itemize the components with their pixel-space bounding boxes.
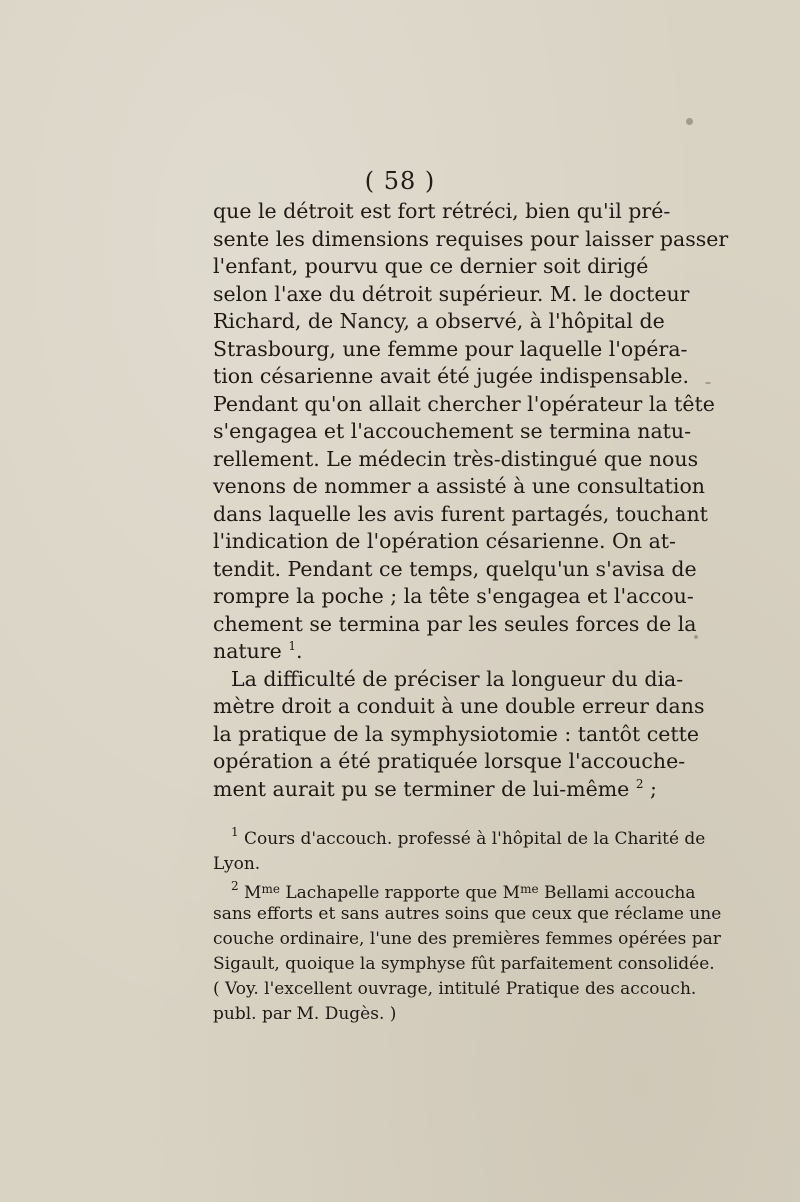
page-number: ( 58 )	[364, 167, 436, 195]
footnote-2	[213, 877, 722, 1027]
text-line: l'indication de l'opération césarienne. On at-	[213, 529, 676, 553]
text-fragment: Bellami accoucha	[543, 883, 696, 903]
footnote-marker: 1	[231, 825, 239, 839]
text-line: chement se termina par les seules forces de la	[213, 611, 697, 636]
footnote-line: Sigault, quoique la symphyse fût parfaitement consolidée.	[213, 954, 715, 974]
text-line: Pendant qu'on allait chercher l'opérateur la tête	[213, 391, 715, 416]
footnote-line: sans efforts et sans autres soins que ceux que réclame une	[213, 904, 722, 924]
text-line	[213, 638, 645, 666]
footnote-line: Lyon.	[213, 854, 261, 874]
title-abbrev-sup: me	[261, 882, 280, 896]
text-line	[213, 776, 657, 804]
footnote-marker: 2	[231, 879, 239, 893]
footnote-1	[213, 825, 706, 877]
text-fragment: Lachapelle rapporte que	[285, 883, 498, 903]
text-line: mètre droit a conduit à une double erreur dans	[213, 694, 705, 718]
text-fragment: ment aurait pu se terminer de lui-même	[213, 776, 630, 801]
text-line: s'engagea et l'accouchement se termina natu-	[213, 419, 692, 443]
footnote-line: couche ordinaire, l'une des premières femmes opérées par	[213, 929, 721, 949]
title-abbrev: M	[244, 883, 262, 903]
text-fragment: nature	[213, 639, 282, 663]
text-line: Richard, de Nancy, a observé, à l'hôpital de	[213, 309, 665, 333]
main-text	[213, 198, 729, 803]
text-line: la pratique de la symphysiotomie : tantôt cette	[213, 721, 700, 746]
text-line: Strasbourg, une femme pour laquelle l'opéra-	[213, 336, 688, 361]
text-line: rompre la poche ; la tête s'engagea et l'accou-	[213, 584, 694, 608]
footnote-line: ( Voy. l'excellent ouvrage, intitulé Pratique des accouch.	[213, 979, 697, 999]
title-abbrev: M	[502, 883, 521, 903]
punctuation: .	[295, 639, 303, 663]
footnote-line: publ. par M. Dugès. )	[213, 1004, 397, 1024]
paragraph-2	[213, 666, 705, 804]
text-line: dans laquelle les avis furent partagés, touchant	[213, 501, 708, 526]
footnote-line	[213, 877, 696, 903]
text-line: venons de nommer a assisté à une consultation	[213, 474, 705, 498]
text-line: opération a été pratiquée lorsque l'accouche-	[213, 749, 686, 773]
paragraph-1	[213, 198, 729, 666]
text-fragment: Cours d'accouch. professé à l'hôpital de la Charité de	[244, 829, 706, 849]
paper-speck	[686, 118, 693, 125]
footnote-line	[213, 825, 706, 852]
footnote-ref: 1	[288, 639, 296, 653]
title-abbrev-sup: me	[520, 882, 539, 896]
footnote-ref: 2	[635, 776, 644, 791]
text-line: sente les dimensions requises pour laisser passer	[213, 226, 729, 251]
text-line: tion césarienne avait été jugée indispensable.	[213, 364, 690, 388]
text-line: rellement. Le médecin très-distingué que nous	[213, 446, 699, 471]
punctuation: ;	[643, 776, 657, 801]
text-line: que le détroit est fort rétréci, bien qu'il pré-	[213, 199, 671, 223]
text-line: selon l'axe du détroit supérieur. M. le docteur	[213, 281, 690, 306]
footnotes	[213, 825, 722, 1027]
text-line: l'enfant, pourvu que ce dernier soit dirigé	[213, 254, 649, 278]
text-line: La difficulté de préciser la longueur du dia-	[231, 666, 684, 691]
text-line: tendit. Pendant ce temps, quelqu'un s'avisa de	[213, 556, 697, 581]
paper-speck	[705, 382, 711, 384]
